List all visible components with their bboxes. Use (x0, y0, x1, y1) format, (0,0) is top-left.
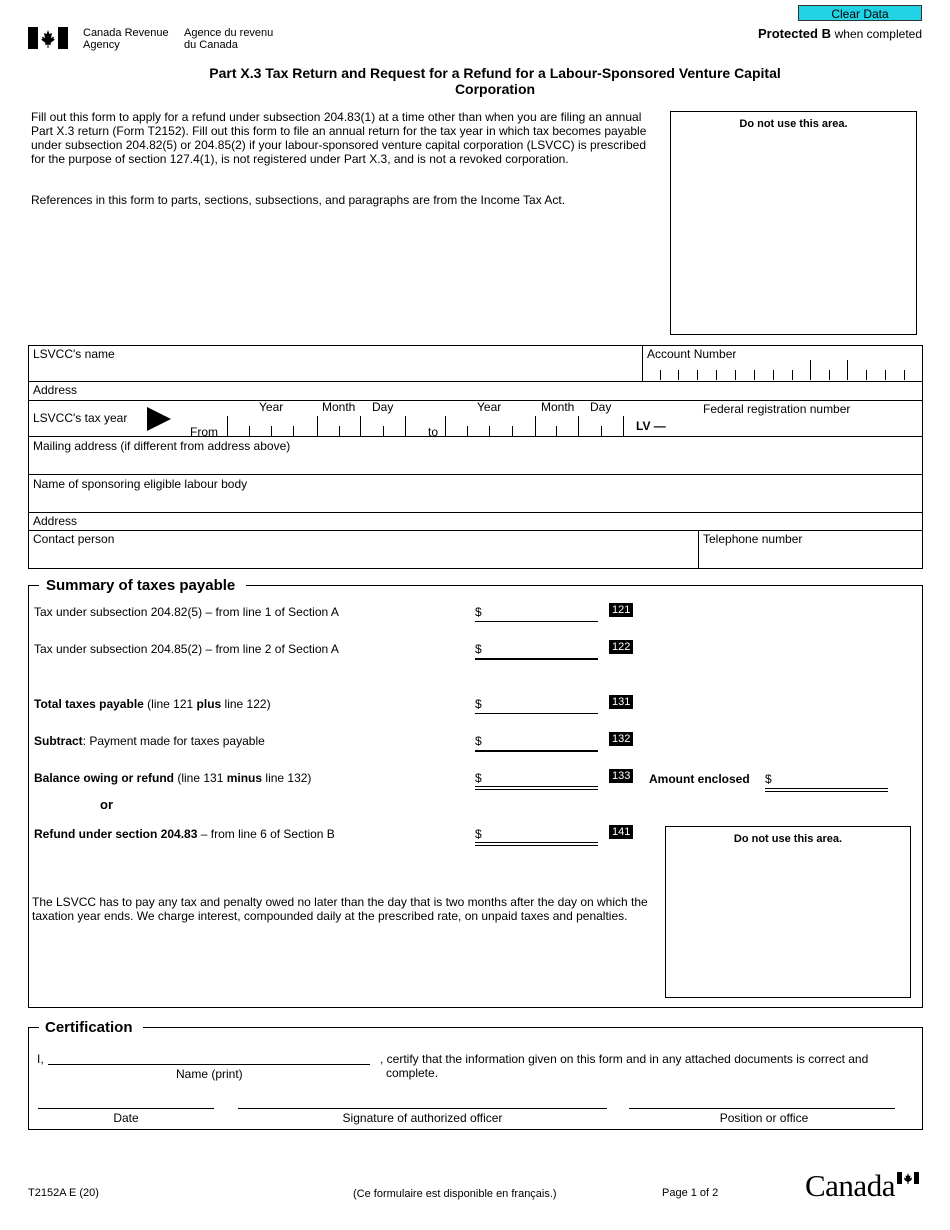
account-number-boxes[interactable] (660, 360, 905, 381)
line-121-label: Tax under subsection 204.82(5) – from line 1 of Section A (34, 605, 339, 619)
dollar-sign: $ (475, 771, 482, 785)
date-input[interactable] (40, 1092, 212, 1108)
address2-input[interactable] (90, 514, 910, 529)
dollar-sign: $ (475, 605, 482, 619)
agency-name-en: Canada Revenue Agency (83, 27, 169, 51)
position-label: Position or office (719, 1111, 809, 1125)
mailing-address-label: Mailing address (if different from address above) (33, 439, 291, 453)
agency-name-fr: Agence du revenu du Canada (184, 27, 274, 51)
to-label: to (428, 425, 439, 439)
amount-enclosed-input[interactable] (777, 770, 887, 786)
office-use-box-summary: Do not use this area. (665, 826, 911, 998)
sponsoring-body-label: Name of sponsoring eligible labour body (33, 477, 248, 491)
line-141-label: Refund under section 204.83 – from line 6 of Section B (34, 827, 335, 841)
address2-label: Address (33, 514, 78, 528)
mailing-address-input[interactable] (33, 454, 913, 472)
or-label: or (100, 797, 113, 812)
dollar-sign: $ (475, 734, 482, 748)
from-date-boxes[interactable] (227, 416, 407, 436)
page-title: Part X.3 Tax Return and Request for a Refund for a Labour-Sponsored Venture Capital Corporation (209, 65, 781, 97)
french-availability-note: (Ce formulaire est disponible en français.) (353, 1188, 557, 1200)
line-141-input[interactable] (487, 825, 597, 841)
references-note: References in this form to parts, sections, subsections, and paragraphs are from the Income Tax Act. (31, 193, 566, 207)
amount-enclosed-label: Amount enclosed (649, 772, 750, 786)
contact-person-input[interactable] (33, 548, 688, 566)
line-121-code: 121 (609, 603, 633, 617)
canada-wordmark: Canada (805, 1168, 895, 1204)
dollar-sign: $ (475, 697, 482, 711)
address-label: Address (33, 383, 78, 397)
position-input[interactable] (631, 1092, 893, 1108)
line-131-input[interactable] (487, 695, 597, 711)
line-132-code: 132 (609, 732, 633, 746)
summary-heading: Summary of taxes payable (46, 577, 236, 594)
canada-flag-logo (28, 27, 68, 49)
line-132-label: Subtract: Payment made for taxes payable (34, 734, 265, 748)
lsvcc-name-label: LSVCC's name (33, 347, 115, 361)
line-122-code: 122 (609, 640, 633, 654)
federal-registration-label: Federal registration number (703, 402, 851, 416)
account-number-label: Account Number (647, 347, 737, 361)
contact-person-label: Contact person (33, 532, 115, 546)
certification-heading: Certification (45, 1019, 133, 1036)
line-132-input[interactable] (487, 732, 597, 748)
line-131-code: 131 (609, 695, 633, 709)
form-identifier: T2152A E (20) (28, 1187, 99, 1199)
line-122-input[interactable] (487, 640, 597, 656)
month-label-to: Month (541, 400, 575, 414)
certification-statement: , certify that the information given on this form and in any attached documents is correct and complete. (380, 1052, 869, 1080)
arrow-right-icon (147, 407, 171, 434)
line-121-input[interactable] (487, 603, 597, 619)
line-133-code: 133 (609, 769, 633, 783)
i-label: I, (37, 1052, 44, 1066)
day-label-from: Day (372, 400, 394, 414)
telephone-label: Telephone number (703, 532, 803, 546)
dollar-sign: $ (475, 827, 482, 841)
month-label-from: Month (322, 400, 356, 414)
address-input[interactable] (90, 383, 910, 398)
clear-data-button[interactable]: Clear Data (798, 5, 922, 21)
page-number: Page 1 of 2 (662, 1187, 719, 1199)
name-print-input[interactable] (50, 1049, 368, 1064)
telephone-input[interactable] (703, 548, 913, 566)
tax-year-label: LSVCC's tax year (33, 411, 128, 425)
dollar-sign: $ (765, 772, 772, 786)
day-label-to: Day (590, 400, 612, 414)
line-141-code: 141 (609, 825, 633, 839)
year-label-to: Year (477, 400, 502, 414)
from-label: From (190, 425, 218, 439)
line-133-input[interactable] (487, 769, 597, 785)
line-122-label: Tax under subsection 204.85(2) – from line 2 of Section A (34, 642, 339, 656)
lsvcc-name-input[interactable] (140, 360, 630, 378)
date-label: Date (113, 1111, 139, 1125)
signature-input[interactable] (240, 1092, 605, 1108)
sponsoring-body-input[interactable] (33, 492, 913, 510)
name-print-label: Name (print) (176, 1067, 243, 1081)
year-label-from: Year (259, 400, 284, 414)
federal-registration-input[interactable] (672, 418, 912, 434)
signature-label: Signature of authorized officer (342, 1111, 503, 1125)
office-use-box-top: Do not use this area. (670, 111, 917, 335)
dollar-sign: $ (475, 642, 482, 656)
to-date-boxes[interactable] (445, 416, 625, 436)
protected-b-label: Protected B when completed (758, 26, 922, 41)
intro-paragraph: Fill out this form to apply for a refund under subsection 204.83(1) at a time other than when you are filing an annual Part X.3 return (Form T2152). Fill out this form to file an annual return for the tax year in which tax becomes payable under subsection 204.82(5) or 204.85(2) if your labour-sponsored venture capital corporation (LSVCC) is prescribed for the purpose of section 127.4(1), is not registered under Part X.3, and is not a revoked corporation. (31, 110, 647, 166)
lv-prefix: LV — (636, 419, 666, 433)
line-133-label: Balance owing or refund (line 131 minus line 132) (34, 771, 312, 785)
line-131-label: Total taxes payable (line 121 plus line 122) (34, 697, 271, 711)
interest-note: The LSVCC has to pay any tax and penalty owed no later than the day that is two months after the day on which the taxation year ends. We charge interest, compounded daily at the prescribed rate, on unpaid taxes and penalties. (32, 895, 648, 923)
